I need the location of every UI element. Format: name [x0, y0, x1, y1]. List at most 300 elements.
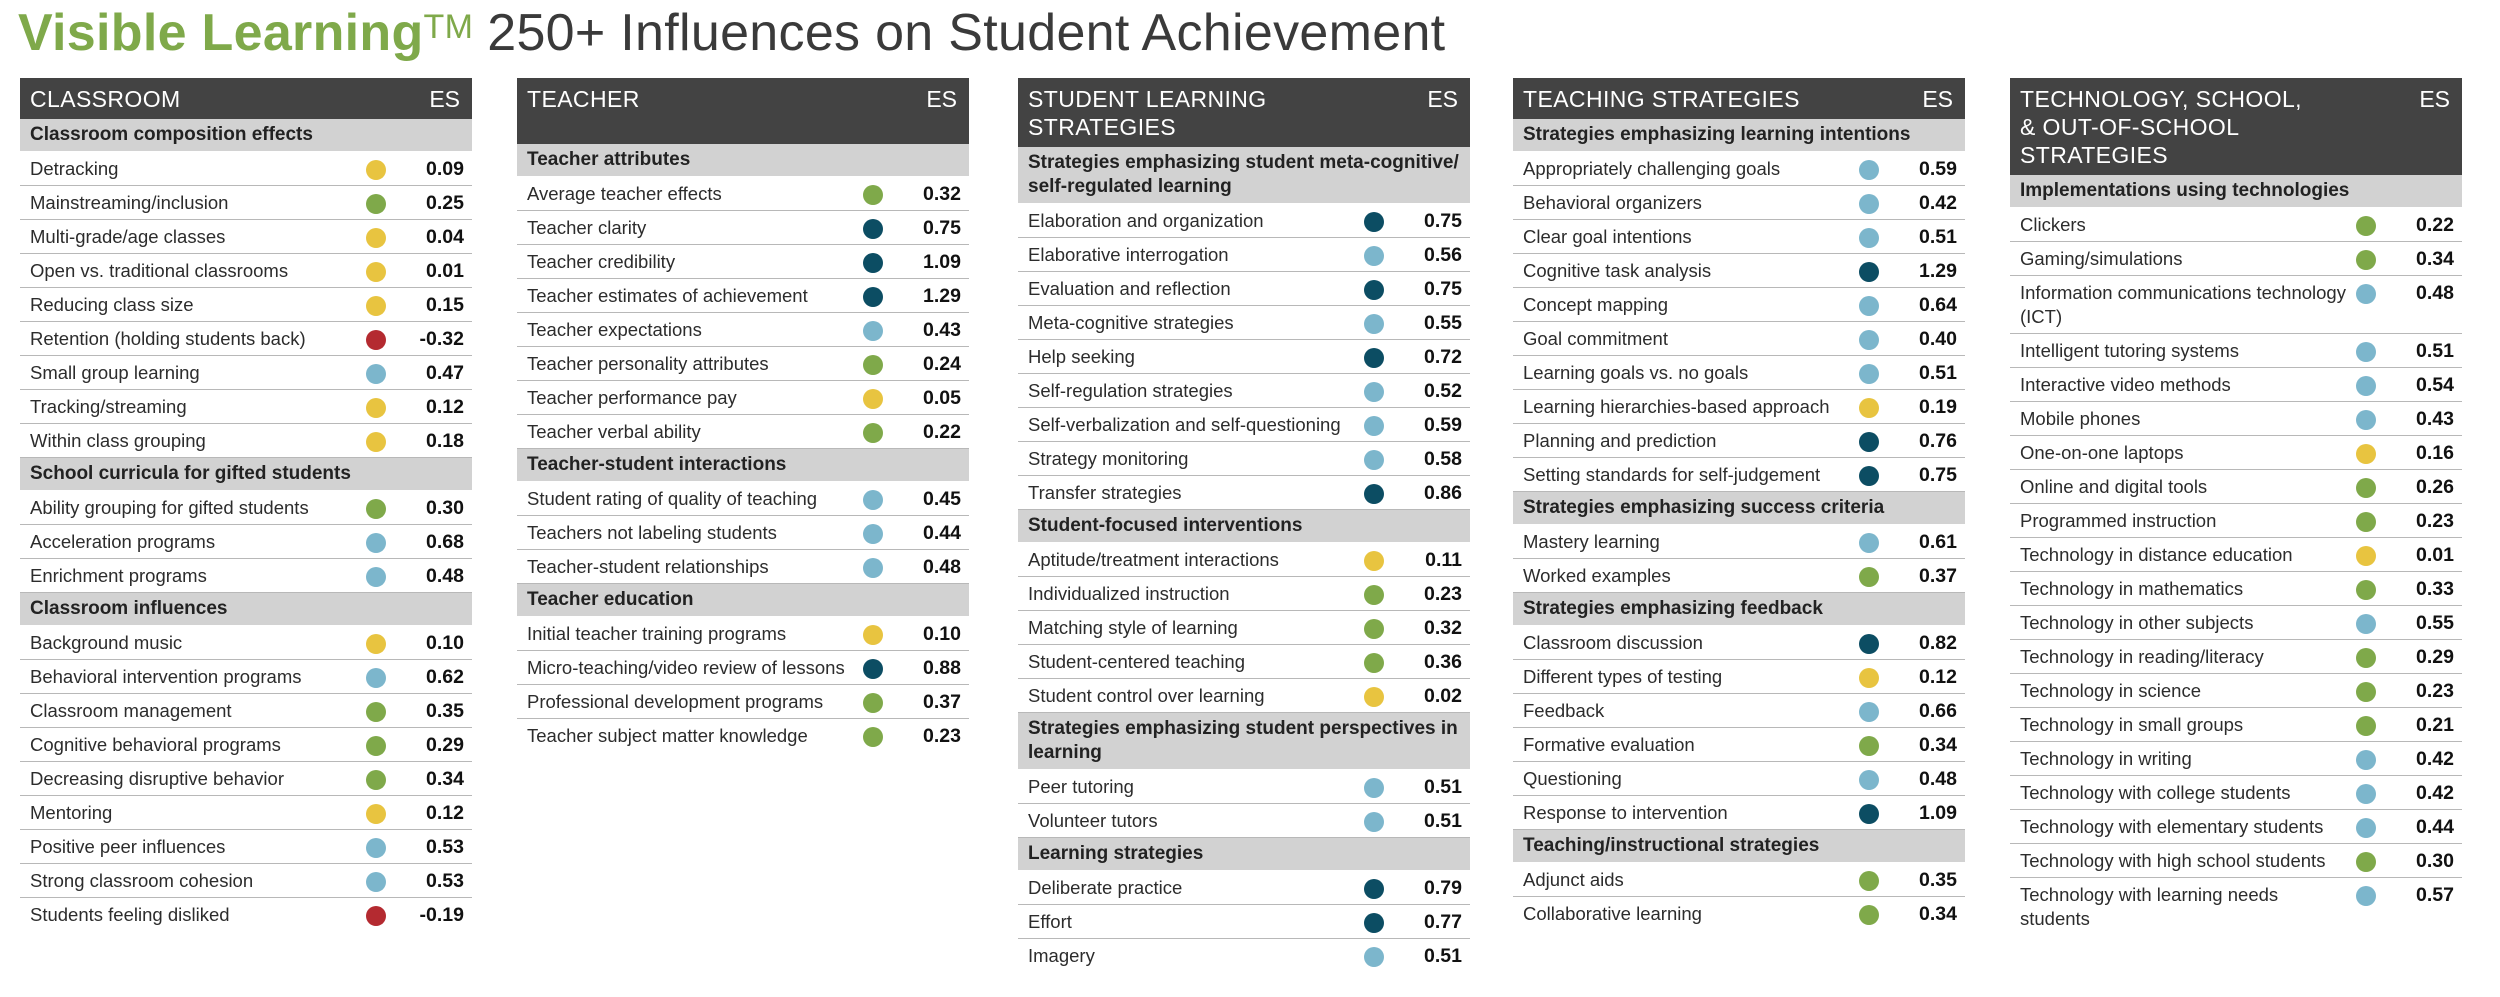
effect-size-value: 0.42 — [1919, 192, 1957, 214]
zone-dot-icon — [2356, 512, 2376, 532]
section-header: Strategies emphasizing feedback — [1513, 593, 1965, 626]
effect-size-value: 0.53 — [426, 870, 464, 892]
influence-row — [20, 186, 472, 220]
effect-size-value: 0.77 — [1424, 911, 1462, 933]
effect-size-value: 0.66 — [1919, 700, 1957, 722]
influence-row — [2010, 242, 2462, 276]
effect-size-value: 0.42 — [2416, 782, 2454, 804]
effect-size-value: 1.29 — [923, 285, 961, 307]
influence-row — [517, 651, 969, 685]
section-header: Classroom composition effects — [20, 119, 472, 152]
influence-label: Peer tutoring — [1028, 776, 1134, 797]
influence-label: Questioning — [1523, 768, 1622, 789]
influence-row — [1513, 863, 1965, 897]
section-header: Strategies emphasizing student meta-cognitive/ self-regulated learning — [1018, 147, 1470, 204]
effect-size-value: 0.23 — [1424, 583, 1462, 605]
zone-dot-icon — [366, 668, 386, 688]
influence-row — [517, 245, 969, 279]
influence-label: Imagery — [1028, 945, 1095, 966]
influence-label: Decreasing disruptive behavior — [30, 768, 284, 789]
influence-row — [1513, 762, 1965, 796]
influence-label: Aptitude/treatment interactions — [1028, 549, 1279, 570]
effect-size-value: 0.34 — [1919, 734, 1957, 756]
zone-dot-icon — [863, 524, 883, 544]
influence-label: Teacher verbal ability — [527, 421, 701, 442]
zone-dot-icon — [1859, 160, 1879, 180]
zone-dot-icon — [863, 625, 883, 645]
influence-label: Mainstreaming/inclusion — [30, 192, 229, 213]
influence-label: Setting standards for self-judgement — [1523, 464, 1821, 485]
influence-row — [2010, 742, 2462, 776]
zone-dot-icon — [1364, 551, 1384, 571]
influence-row — [1513, 186, 1965, 220]
zone-dot-icon — [1859, 702, 1879, 722]
effect-size-label: ES — [429, 86, 460, 112]
influence-label: Background music — [30, 632, 183, 653]
zone-dot-icon — [863, 321, 883, 341]
zone-dot-icon — [863, 659, 883, 679]
zone-dot-icon — [366, 194, 386, 214]
section-header: Teacher-student interactions — [517, 449, 969, 482]
effect-size-value: 0.18 — [426, 430, 464, 452]
influence-row — [1513, 390, 1965, 424]
influence-row — [20, 390, 472, 424]
influence-row — [1513, 559, 1965, 593]
effect-size-value: 0.59 — [1424, 414, 1462, 436]
zone-dot-icon — [2356, 614, 2376, 634]
zone-dot-icon — [1364, 687, 1384, 707]
zone-dot-icon — [1859, 634, 1879, 654]
effect-size-value: 0.30 — [2416, 850, 2454, 872]
zone-dot-icon — [2356, 716, 2376, 736]
zone-dot-icon — [1859, 905, 1879, 925]
influence-row — [1513, 694, 1965, 728]
zone-dot-icon — [1859, 296, 1879, 316]
influence-label: Intelligent tutoring systems — [2020, 340, 2240, 361]
influence-label: Mentoring — [30, 802, 113, 823]
influence-label: Technology in distance education — [2020, 544, 2293, 565]
effect-size-value: 0.15 — [426, 294, 464, 316]
influence-row — [517, 719, 969, 752]
effect-size-value: 1.29 — [1919, 260, 1957, 282]
section-header: Teaching/instructional strategies — [1513, 830, 1965, 863]
column-header — [20, 78, 472, 119]
zone-dot-icon — [1859, 804, 1879, 824]
influence-row — [2010, 640, 2462, 674]
zone-dot-icon — [1364, 778, 1384, 798]
effect-size-value: 0.86 — [1424, 482, 1462, 504]
influence-row — [1018, 770, 1470, 804]
zone-dot-icon — [1859, 228, 1879, 248]
influence-row — [1513, 458, 1965, 492]
effect-size-value: 0.51 — [1919, 226, 1957, 248]
effect-size-value: 0.33 — [2416, 578, 2454, 600]
influence-row — [2010, 470, 2462, 504]
influence-row — [2010, 276, 2462, 334]
effect-size-value: 0.42 — [2416, 748, 2454, 770]
effect-size-value: 0.22 — [923, 421, 961, 443]
zone-dot-icon — [863, 423, 883, 443]
effect-size-value: 0.82 — [1919, 632, 1957, 654]
influence-row — [517, 516, 969, 550]
influence-label: Behavioral organizers — [1523, 192, 1702, 213]
column-title: TEACHING STRATEGIES — [1523, 86, 1800, 112]
effect-size-value: 0.12 — [426, 396, 464, 418]
effect-size-value: 0.51 — [1424, 810, 1462, 832]
influence-row — [1513, 356, 1965, 390]
zone-dot-icon — [366, 364, 386, 384]
section-header: Strategies emphasizing learning intentions — [1513, 119, 1965, 152]
influence-row — [517, 211, 969, 245]
zone-dot-icon — [863, 355, 883, 375]
zone-dot-icon — [1859, 567, 1879, 587]
effect-size-value: 0.23 — [923, 725, 961, 747]
effect-size-value: 0.11 — [1425, 549, 1462, 571]
effect-size-label: ES — [1427, 86, 1458, 112]
zone-dot-icon — [366, 634, 386, 654]
effect-size-value: 0.48 — [1919, 768, 1957, 790]
influence-row — [1018, 306, 1470, 340]
zone-dot-icon — [1859, 533, 1879, 553]
influence-row — [2010, 368, 2462, 402]
influence-label: Acceleration programs — [30, 531, 216, 552]
influence-label: Technology in small groups — [2020, 714, 2244, 735]
zone-dot-icon — [1859, 398, 1879, 418]
column-header — [1018, 78, 1470, 147]
zone-dot-icon — [1364, 348, 1384, 368]
influence-label: Teachers not labeling students — [527, 522, 777, 543]
influence-label: Teacher estimates of achievement — [527, 285, 808, 306]
influence-row — [2010, 538, 2462, 572]
influence-row — [1018, 871, 1470, 905]
influence-row — [1018, 408, 1470, 442]
influence-label: Effort — [1028, 911, 1072, 932]
zone-dot-icon — [1364, 879, 1384, 899]
effect-size-value: 0.26 — [2416, 476, 2454, 498]
effect-size-value: 0.75 — [1919, 464, 1957, 486]
effect-size-value: 0.62 — [426, 666, 464, 688]
section-header: Implementations using technologies — [2010, 175, 2462, 208]
effect-size-value: 0.35 — [426, 700, 464, 722]
influence-row — [517, 177, 969, 211]
column-3 — [1513, 78, 1965, 930]
effect-size-value: 0.51 — [1919, 362, 1957, 384]
influence-row — [1513, 424, 1965, 458]
influence-row — [1513, 626, 1965, 660]
influence-row — [517, 550, 969, 584]
influence-row — [1513, 152, 1965, 186]
influence-label: Planning and prediction — [1523, 430, 1717, 451]
zone-dot-icon — [1859, 871, 1879, 891]
zone-dot-icon — [1364, 619, 1384, 639]
influence-row — [1018, 238, 1470, 272]
influence-row — [1018, 476, 1470, 510]
influence-label: Elaborative interrogation — [1028, 244, 1229, 265]
influence-row — [517, 313, 969, 347]
influence-row — [1018, 442, 1470, 476]
effect-size-value: 0.48 — [2416, 282, 2454, 304]
influence-label: Teacher-student relationships — [527, 556, 769, 577]
influence-label: Evaluation and reflection — [1028, 278, 1231, 299]
effect-size-value: 0.76 — [1919, 430, 1957, 452]
influence-row — [20, 830, 472, 864]
effect-size-value: 0.64 — [1919, 294, 1957, 316]
influence-label: Open vs. traditional classrooms — [30, 260, 289, 281]
column-title: STUDENT LEARNING STRATEGIES — [1028, 86, 1267, 140]
effect-size-value: 0.30 — [426, 497, 464, 519]
zone-dot-icon — [2356, 478, 2376, 498]
effect-size-value: 0.37 — [923, 691, 961, 713]
influence-label: Reducing class size — [30, 294, 194, 315]
influence-label: Teacher personality attributes — [527, 353, 769, 374]
influence-row — [20, 322, 472, 356]
influence-row — [1018, 543, 1470, 577]
zone-dot-icon — [366, 872, 386, 892]
influence-row — [20, 288, 472, 322]
influence-row — [517, 482, 969, 516]
influence-label: Teacher credibility — [527, 251, 676, 272]
zone-dot-icon — [1364, 812, 1384, 832]
effect-size-value: 0.23 — [2416, 510, 2454, 532]
section-header: Strategies emphasizing student perspectives in learning — [1018, 713, 1470, 770]
effect-size-value: 0.48 — [426, 565, 464, 587]
effect-size-value: 0.51 — [1424, 776, 1462, 798]
zone-dot-icon — [2356, 250, 2376, 270]
zone-dot-icon — [2356, 376, 2376, 396]
zone-dot-icon — [366, 906, 386, 926]
influence-label: Ability grouping for gifted students — [30, 497, 309, 518]
influence-row — [2010, 674, 2462, 708]
influence-row — [1018, 611, 1470, 645]
zone-dot-icon — [2356, 852, 2376, 872]
zone-dot-icon — [1364, 450, 1384, 470]
effect-size-value: 0.12 — [426, 802, 464, 824]
effect-size-label: ES — [1922, 86, 1953, 112]
section-header: Student-focused interventions — [1018, 510, 1470, 543]
effect-size-value: 0.53 — [426, 836, 464, 858]
column-header — [1513, 78, 1965, 119]
influence-row — [20, 728, 472, 762]
column-header — [2010, 78, 2462, 175]
influence-label: Cognitive behavioral programs — [30, 734, 281, 755]
zone-dot-icon — [1859, 330, 1879, 350]
effect-size-value: 0.25 — [426, 192, 464, 214]
effect-size-value: 0.47 — [426, 362, 464, 384]
influence-label: Detracking — [30, 158, 119, 179]
effect-size-value: 0.52 — [1424, 380, 1462, 402]
effect-size-value: 0.44 — [923, 522, 961, 544]
zone-dot-icon — [1364, 314, 1384, 334]
influence-row — [20, 864, 472, 898]
influence-label: Enrichment programs — [30, 565, 207, 586]
zone-dot-icon — [1859, 432, 1879, 452]
column-title: TECHNOLOGY, SCHOOL, & OUT-OF-SCHOOL STRATEGIES — [2020, 86, 2302, 168]
effect-size-value: 0.44 — [2416, 816, 2454, 838]
influence-row — [20, 424, 472, 458]
influence-label: Multi-grade/age classes — [30, 226, 226, 247]
influence-label: Appropriately challenging goals — [1523, 158, 1781, 179]
influence-row — [2010, 810, 2462, 844]
effect-size-value: 0.34 — [2416, 248, 2454, 270]
influence-row — [2010, 436, 2462, 470]
influence-row — [20, 525, 472, 559]
influence-label: Technology with elementary students — [2020, 816, 2324, 837]
effect-size-value: 0.57 — [2416, 884, 2454, 906]
influence-label: Student rating of quality of teaching — [527, 488, 818, 509]
effect-size-value: 0.61 — [1919, 531, 1957, 553]
influence-row — [1018, 204, 1470, 238]
influence-label: Self-regulation strategies — [1028, 380, 1233, 401]
effect-size-value: 0.22 — [2416, 214, 2454, 236]
influence-row — [20, 796, 472, 830]
effect-size-value: 0.32 — [923, 183, 961, 205]
influence-label: Information communications technology (ICT) — [2020, 282, 2346, 327]
effect-size-value: 0.05 — [923, 387, 961, 409]
effect-size-value: 0.29 — [2416, 646, 2454, 668]
effect-size-value: 0.59 — [1919, 158, 1957, 180]
influence-label: Formative evaluation — [1523, 734, 1695, 755]
influence-row — [2010, 844, 2462, 878]
zone-dot-icon — [366, 736, 386, 756]
influence-row — [2010, 776, 2462, 810]
effect-size-value: 0.10 — [426, 632, 464, 654]
influence-row — [1513, 254, 1965, 288]
section-header: Teacher education — [517, 584, 969, 617]
column-header — [517, 78, 969, 144]
effect-size-value: 0.75 — [1424, 210, 1462, 232]
zone-dot-icon — [1364, 246, 1384, 266]
influence-label: Technology in science — [2020, 680, 2201, 701]
zone-dot-icon — [863, 693, 883, 713]
influence-label: Cognitive task analysis — [1523, 260, 1712, 281]
zone-dot-icon — [366, 330, 386, 350]
effect-size-value: -0.19 — [419, 904, 464, 926]
influence-row — [1513, 525, 1965, 559]
influence-row — [517, 685, 969, 719]
influence-label: Volunteer tutors — [1028, 810, 1158, 831]
trademark-mark: TM — [423, 8, 474, 46]
zone-dot-icon — [863, 389, 883, 409]
zone-dot-icon — [1859, 736, 1879, 756]
zone-dot-icon — [1364, 212, 1384, 232]
influence-row — [2010, 572, 2462, 606]
zone-dot-icon — [1859, 364, 1879, 384]
effect-size-value: 0.12 — [1919, 666, 1957, 688]
influence-row — [2010, 606, 2462, 640]
zone-dot-icon — [863, 287, 883, 307]
influence-row — [2010, 402, 2462, 436]
influence-label: Classroom discussion — [1523, 632, 1703, 653]
influence-row — [20, 220, 472, 254]
influence-row — [1018, 905, 1470, 939]
influence-label: Teacher performance pay — [527, 387, 737, 408]
influence-label: Within class grouping — [30, 430, 206, 451]
zone-dot-icon — [2356, 284, 2376, 304]
influence-label: Positive peer influences — [30, 836, 226, 857]
effect-size-value: 0.04 — [426, 226, 464, 248]
zone-dot-icon — [863, 219, 883, 239]
page-title — [18, 2, 1445, 64]
brand-name: Visible Learning — [18, 4, 424, 62]
influence-row — [1018, 939, 1470, 972]
zone-dot-icon — [2356, 216, 2376, 236]
effect-size-value: 0.75 — [923, 217, 961, 239]
influence-label: Deliberate practice — [1028, 877, 1183, 898]
influence-row — [1018, 645, 1470, 679]
influence-label: Mastery learning — [1523, 531, 1660, 552]
influence-label: Student control over learning — [1028, 685, 1265, 706]
effect-size-value: 0.40 — [1919, 328, 1957, 350]
zone-dot-icon — [366, 228, 386, 248]
zone-dot-icon — [2356, 342, 2376, 362]
effect-size-value: 0.55 — [2416, 612, 2454, 634]
zone-dot-icon — [863, 253, 883, 273]
column-2 — [1018, 78, 1470, 972]
effect-size-value: 0.21 — [2416, 714, 2454, 736]
influence-row — [2010, 334, 2462, 368]
zone-dot-icon — [1859, 194, 1879, 214]
influence-row — [517, 415, 969, 449]
influence-label: Professional development programs — [527, 691, 824, 712]
influence-row — [20, 626, 472, 660]
influence-label: Teacher expectations — [527, 319, 702, 340]
section-header: School curricula for gifted students — [20, 458, 472, 491]
influence-label: One-on-one laptops — [2020, 442, 2184, 463]
influence-label: Learning hierarchies-based approach — [1523, 396, 1830, 417]
influence-label: Micro-teaching/video review of lessons — [527, 657, 845, 678]
zone-dot-icon — [366, 499, 386, 519]
effect-size-value: 1.09 — [923, 251, 961, 273]
zone-dot-icon — [1364, 382, 1384, 402]
influence-label: Technology in writing — [2020, 748, 2192, 769]
influence-label: Concept mapping — [1523, 294, 1669, 315]
influence-row — [1018, 272, 1470, 306]
influence-label: Technology with college students — [2020, 782, 2291, 803]
zone-dot-icon — [1859, 466, 1879, 486]
influence-label: Clear goal intentions — [1523, 226, 1692, 247]
zone-dot-icon — [2356, 648, 2376, 668]
effect-size-value: 0.56 — [1424, 244, 1462, 266]
column-title: CLASSROOM — [30, 86, 181, 112]
zone-dot-icon — [1859, 262, 1879, 282]
influence-row — [2010, 208, 2462, 242]
influence-label: Classroom management — [30, 700, 232, 721]
influence-row — [517, 279, 969, 313]
zone-dot-icon — [1364, 585, 1384, 605]
section-header: Classroom influences — [20, 593, 472, 626]
column-4 — [2010, 78, 2462, 935]
zone-dot-icon — [2356, 682, 2376, 702]
effect-size-value: 0.34 — [426, 768, 464, 790]
effect-size-value: 0.75 — [1424, 278, 1462, 300]
influence-label: Strong classroom cohesion — [30, 870, 254, 891]
effect-size-value: 0.09 — [426, 158, 464, 180]
effect-size-value: 0.37 — [1919, 565, 1957, 587]
column-1 — [517, 78, 969, 752]
zone-dot-icon — [2356, 784, 2376, 804]
effect-size-label: ES — [2419, 86, 2450, 112]
influence-row — [20, 660, 472, 694]
influence-label: Help seeking — [1028, 346, 1135, 367]
zone-dot-icon — [1364, 416, 1384, 436]
influence-label: Student-centered teaching — [1028, 651, 1246, 672]
section-header: Strategies emphasizing success criteria — [1513, 492, 1965, 525]
zone-dot-icon — [1364, 280, 1384, 300]
influence-label: Worked examples — [1523, 565, 1671, 586]
influence-label: Students feeling disliked — [30, 904, 230, 925]
influence-row — [2010, 708, 2462, 742]
influence-label: Initial teacher training programs — [527, 623, 787, 644]
